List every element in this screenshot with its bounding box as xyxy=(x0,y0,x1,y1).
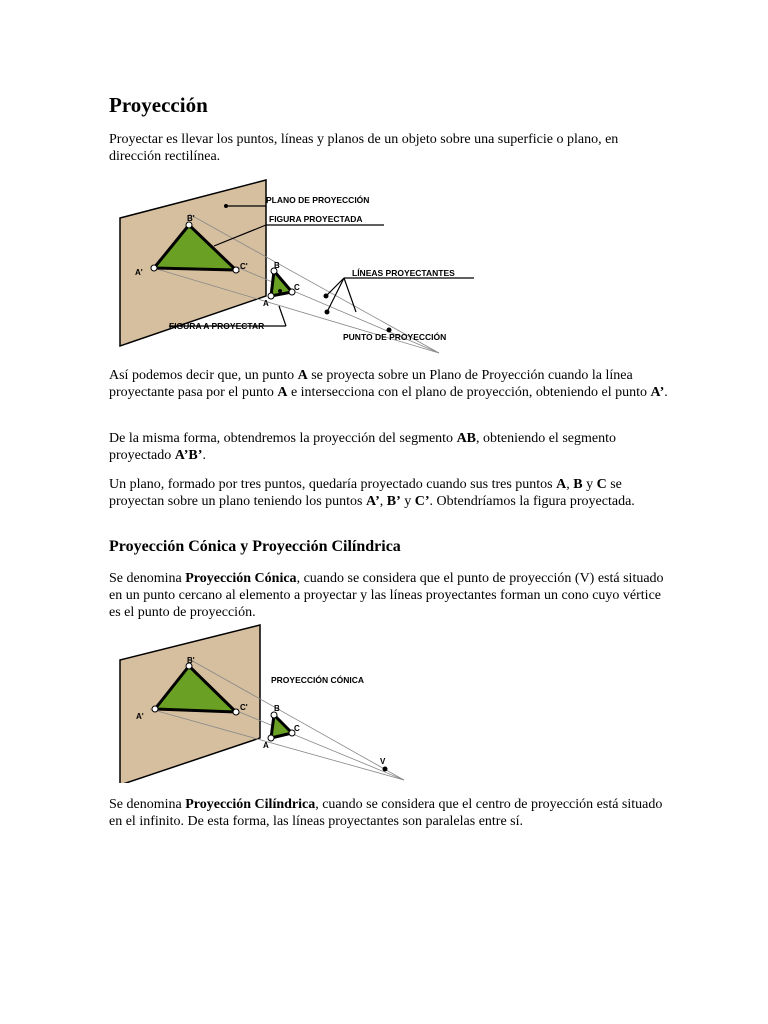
label-projection-point: PUNTO DE PROYECCIÓN xyxy=(343,332,447,342)
paragraph-conic-projection: Se denomina Proyección Cónica, cuando se considera que el punto de proyección (V) está situado en un punto cercano al elemento a proyectar y las líneas proyectantes forman un cono cuyo vértice es el punto de proyección. xyxy=(109,571,664,620)
vertex-label: B' xyxy=(187,656,195,665)
label-conic-projection: PROYECCIÓN CÓNICA xyxy=(271,675,365,685)
intro-paragraph: Proyectar es llevar los puntos, líneas y planos de un objeto sobre una superficie o plano, en dirección rectilínea. xyxy=(109,132,619,164)
vertex-label: C xyxy=(294,724,300,733)
paragraph-plane-projection: Un plano, formado por tres puntos, quedaría proyectado cuando sus tres puntos A, B y C se proyectan sobre un plano teniendo los puntos A’, B’ y C’. Obtendríamos la figura proyectada. xyxy=(109,477,635,509)
vertex-label: C' xyxy=(240,703,248,712)
vertex-label: C' xyxy=(240,262,248,271)
label-projecting-lines: LÍNEAS PROYECTANTES xyxy=(352,268,455,278)
vertex-label: A' xyxy=(135,268,143,277)
paragraph-cylindrical-projection: Se denomina Proyección Cilíndrica, cuando se considera que el centro de proyección está situado en el infinito. De esta forma, las líneas proyectantes son paralelas entre sí. xyxy=(109,797,663,829)
conic-projection-diagram xyxy=(114,623,414,788)
vertex-label: V xyxy=(380,757,386,766)
label-figure-to-project: FIGURA A PROYECTAR xyxy=(169,321,265,331)
section-heading: Proyección Cónica y Proyección Cilíndrica xyxy=(109,538,401,555)
paragraph-segment-projection: De la misma forma, obtendremos la proyección del segmento AB, obteniendo el segmento proyectado A’B’. xyxy=(109,431,616,463)
vertex-label: A xyxy=(263,741,269,750)
page-title: Proyección xyxy=(109,93,208,117)
projection-diagram xyxy=(114,178,494,363)
vertex-label: B' xyxy=(187,214,195,223)
paragraph-point-projection: Así podemos decir que, un punto A se proyecta sobre un Plano de Proyección cuando la línea proyectante pasa por el punto A e intersecciona con el plano de proyección, obteniendo el punto A’. xyxy=(109,368,668,400)
label-projected-figure: FIGURA PROYECTADA xyxy=(269,214,363,224)
vertex-label: B xyxy=(274,261,280,270)
vertex-label: A' xyxy=(136,712,144,721)
label-plane: PLANO DE PROYECCIÓN xyxy=(266,195,370,205)
vertex-label: C xyxy=(294,283,300,292)
vertex-label: A xyxy=(263,299,269,308)
vertex-label: B xyxy=(274,704,280,713)
